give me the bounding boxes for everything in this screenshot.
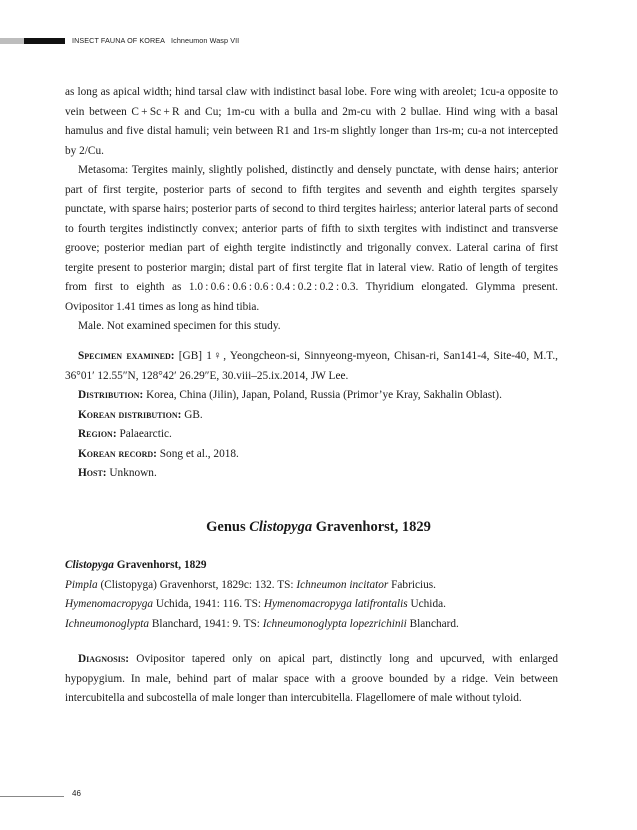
synonym-entry: Ichneumonoglypta Blanchard, 1941: 9. TS: Ichneumonoglypta lopezrichinii Blanchard. bbox=[65, 617, 459, 630]
page-number: 46 bbox=[72, 789, 81, 798]
synonym-entry: Clistopyga Gravenhorst, 1829 bbox=[65, 559, 207, 571]
korean-record: Korean record: Song et al., 2018. bbox=[78, 447, 239, 460]
synonym-entry: Hymenomacropyga Uchida, 1941: 116. TS: Hymenomacropyga latifrontalis Uchida. bbox=[65, 598, 446, 610]
korean-distribution: Korean distribution: GB. bbox=[78, 408, 203, 421]
genus-heading: Genus Clistopyga Gravenhorst, 1829 bbox=[206, 519, 431, 535]
korean-record-text: Song et al., 2018. bbox=[159, 447, 239, 460]
diagnosis-label: Diagnosis bbox=[78, 653, 126, 665]
specimen-text: [GB] 1♀, Yeongcheon-si, Sinnyeong-myeon, Chisan-ri, San141-4, Site-40, M.T., 36°01′ 12.55″N, 128°42′ 26.29″E, 30.viii–25.ix.2014, JW Lee. bbox=[65, 350, 558, 382]
specimen-examined: Specimen examined: [GB] 1♀, Yeongcheon-si, Sinnyeong-myeon, Chisan-ri, San141-4, Site-40, M.T., 36°01′ 12.55″N, 128°42′ 26.29″E, 30.viii–25.ix.2014, JW Lee. bbox=[65, 350, 558, 382]
korean-record-label: Korean record bbox=[78, 447, 154, 460]
male-paragraph: Male. Not examined specimen for this study. bbox=[78, 320, 281, 332]
header-accent-bar-dark bbox=[24, 38, 65, 44]
korean-distribution-label: Korean distribution bbox=[78, 408, 178, 421]
genus-name: Clistopyga bbox=[249, 519, 313, 535]
diagnosis-text: Ovipositor tapered only on apical part, distinctly long and upcurved, with enlarged hypopygium. In male, behind part of malar space with a groove bounded by a ridge. Vein between intercubitella and subcostella of male longer than intercubitella. Flagellomere of male without tyloid. bbox=[65, 653, 559, 704]
distribution: Distribution: Korea, China (Jilin), Japan, Poland, Russia (Primor’ye Kray, Sakhalin Oblast). bbox=[78, 389, 502, 401]
specimen-label: Specimen examined bbox=[78, 350, 171, 362]
description-block bbox=[65, 83, 558, 337]
region: Region: Palaearctic. bbox=[78, 428, 172, 440]
records-block bbox=[65, 347, 558, 484]
host: Host: Unknown. bbox=[78, 467, 157, 479]
metasoma-paragraph: Metasoma: Tergites mainly, slightly polished, distinctly and densely punctate, with dense hairs; anterior part of first tergite, posterior parts of second to fifth tergites and seventh and eighth tergites sparsely punctate, with sparse hairs; posterior parts of second to third tergites hairless; anterior lateral parts of second to fourth tergites indistinctly convex; anterior parts of fifth to sixth tergites with indistinct and transverse groove; posterior median part of eighth tergite indistinctly and trigonally convex. Lateral carina of first tergite present to posterior margin; distal part of first tergite flat in lateral view. Ratio of length of tergites from first to eighth as 1.0 : 0.6 : 0.6 : 0.6 : 0.4 : 0.2 : 0.2 : 0.3. Thyridium elongated. Glymma present. Ovipositor 1.41 times as long as hind tibia. bbox=[65, 164, 558, 313]
diagnosis: Diagnosis: Ovipositor tapered only on apical part, distinctly long and upcurved, with enlarged hypopygium. In male, behind part of malar space with a groove bounded by a ridge. Vein between intercubitella and subcostella of male longer than intercubitella. Flagellomere of male without tyloid. bbox=[65, 653, 559, 704]
distribution-text: Korea, China (Jilin), Japan, Poland, Russia (Primor’ye Kray, Sakhalin Oblast). bbox=[146, 389, 502, 401]
diagnosis-block bbox=[65, 650, 558, 709]
region-text: Palaearctic. bbox=[119, 428, 172, 440]
distribution-label: Distribution bbox=[78, 389, 140, 401]
footer-rule bbox=[0, 796, 64, 797]
running-header bbox=[72, 36, 239, 45]
korean-distribution-text: GB. bbox=[184, 408, 203, 421]
header-accent-bar-light bbox=[0, 38, 24, 44]
series-title: INSECT FAUNA OF KOREA bbox=[72, 36, 166, 45]
region-label: Region bbox=[78, 428, 113, 440]
wing-paragraph: as long as apical width; hind tarsal claw with indistinct basal lobe. Fore wing with areolet; 1cu-a opposite to vein between C + Sc + R and Cu; 1m-cu with a bulla and 2m-cu with 2 bullae. Hind wing with a basal hamulus and five distal hamuli; vein between R1 and 1rs-m slightly longer than 1rs-m; cu-a not intercepted by 2/Cu. bbox=[65, 86, 558, 157]
synonymy-block bbox=[65, 556, 558, 634]
synonym-entry: Pimpla (Clistopyga) Gravenhorst, 1829c: 132. TS: Ichneumon incitator Fabricius. bbox=[65, 578, 437, 591]
volume-title: Ichneumon Wasp VII bbox=[171, 36, 240, 45]
host-label: Host bbox=[78, 467, 103, 479]
host-text: Unknown. bbox=[109, 467, 157, 479]
